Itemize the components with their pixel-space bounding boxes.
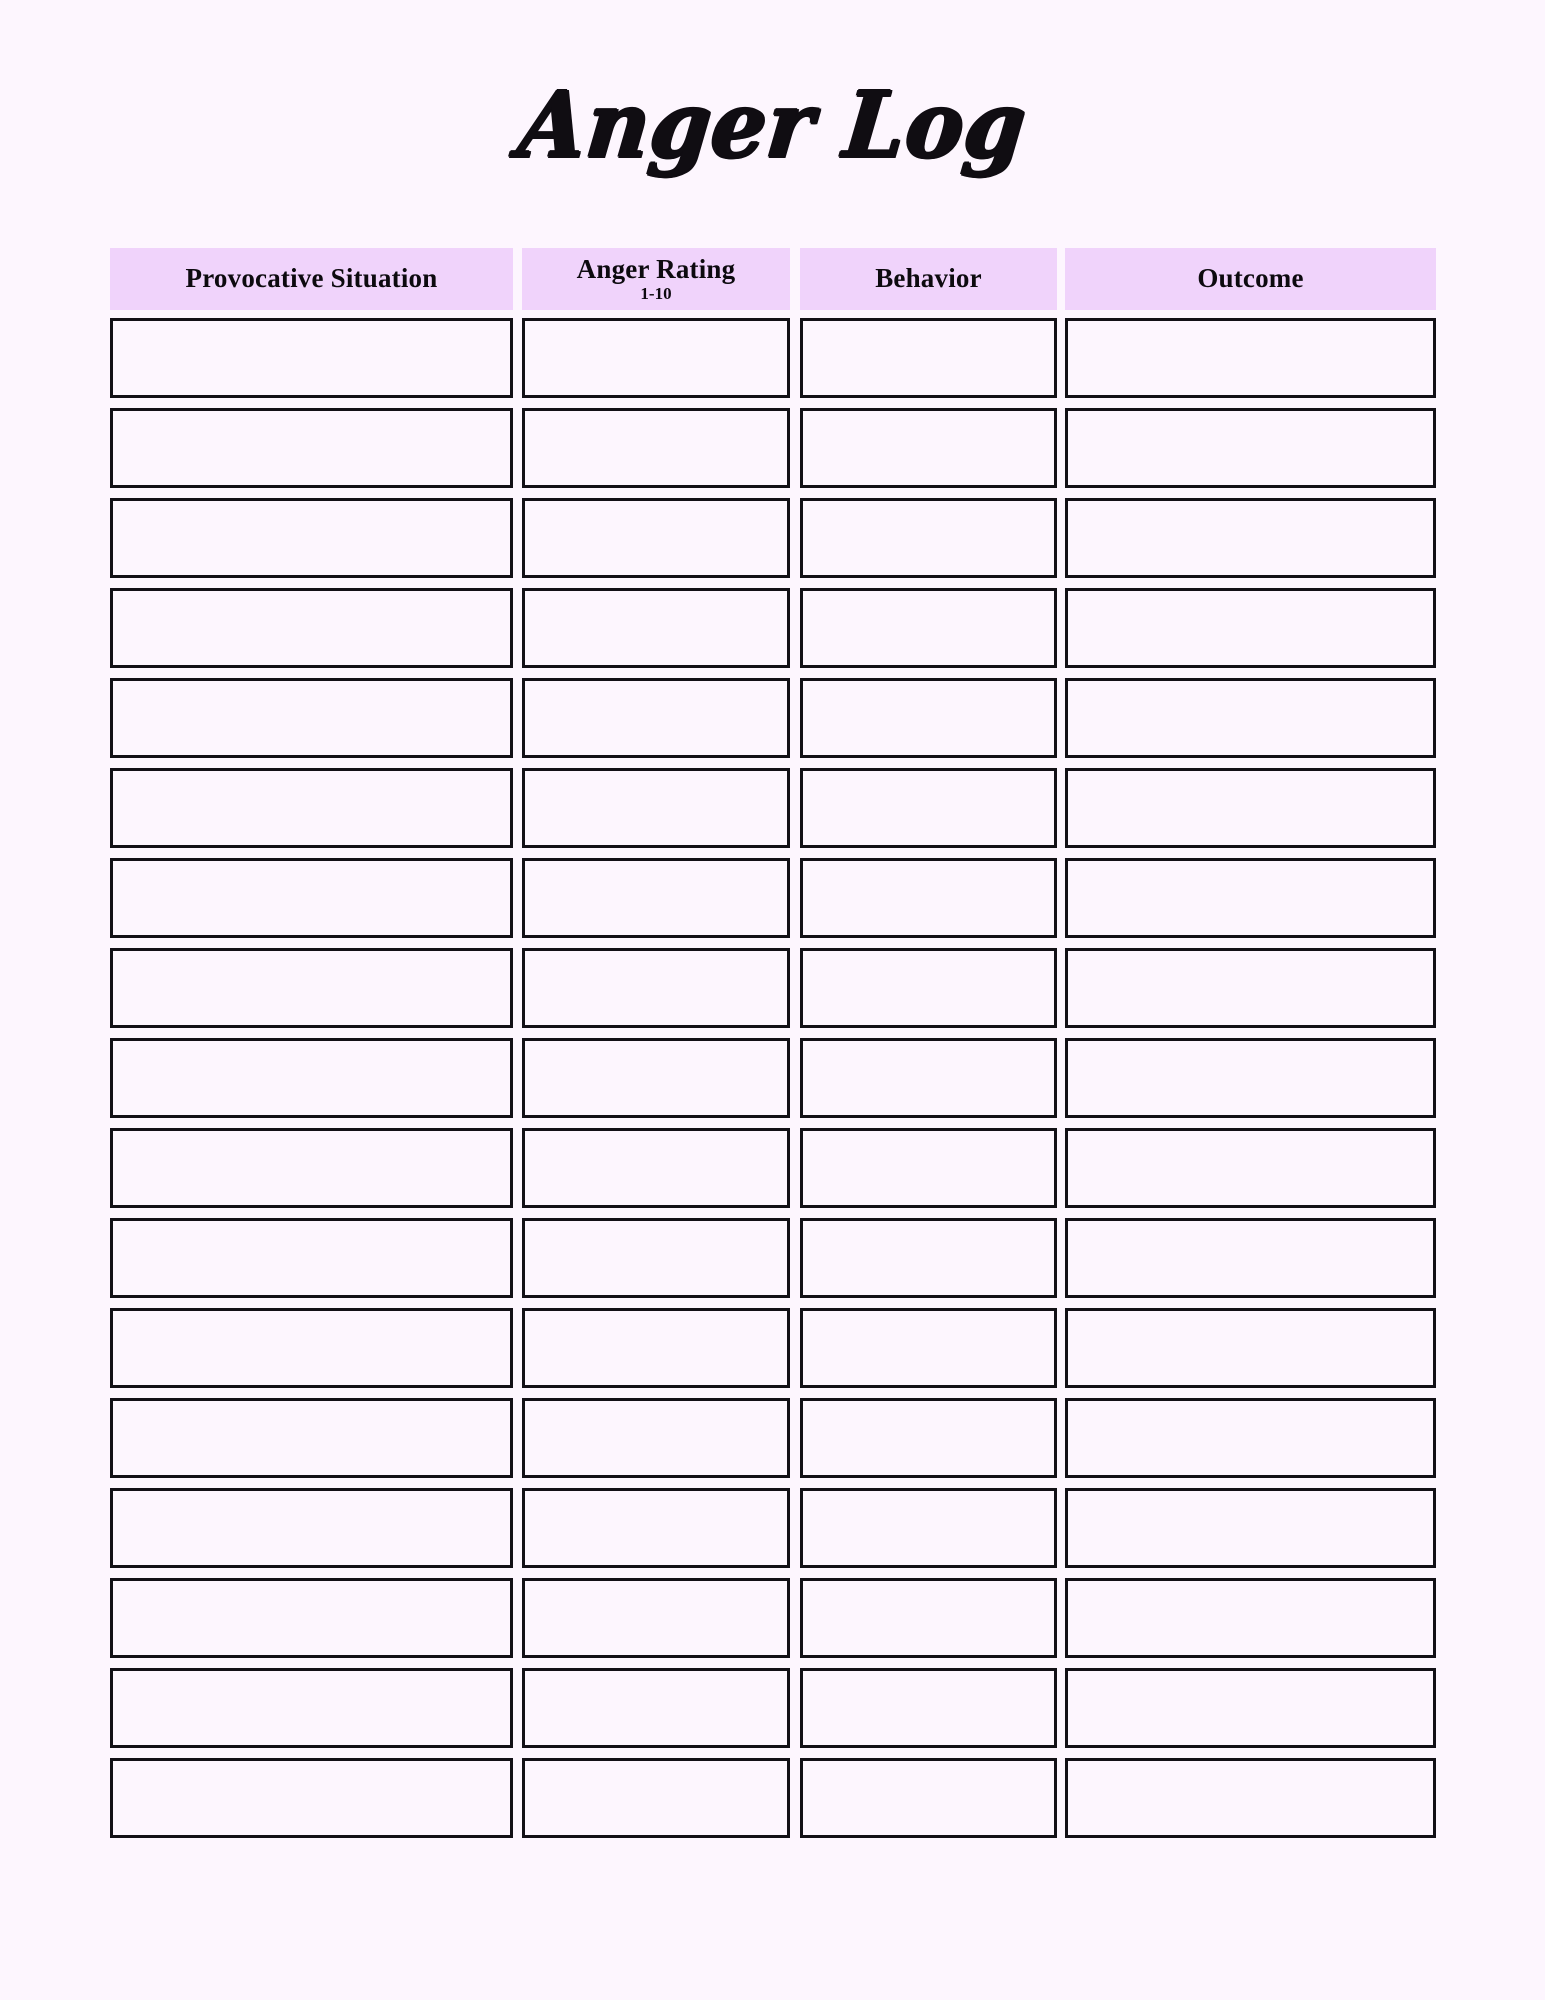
table-cell[interactable] [110,768,513,848]
table-cell[interactable] [522,1758,790,1838]
table-cell[interactable] [522,1128,790,1208]
table-cell[interactable] [800,1038,1057,1118]
table-row [110,588,1436,668]
table-cell[interactable] [1065,1308,1436,1388]
table-row [110,948,1436,1028]
table-cell[interactable] [1065,1128,1436,1208]
page-title-container [0,71,1545,180]
table-cell[interactable] [522,498,790,578]
table-cell[interactable] [1065,1668,1436,1748]
table-cell[interactable] [110,1128,513,1208]
table-row [110,1488,1436,1568]
table-row [110,408,1436,488]
table-row [110,858,1436,938]
table-cell[interactable] [1065,1038,1436,1118]
table-cell[interactable] [522,948,790,1028]
table-cell[interactable] [800,768,1057,848]
table-row [110,1758,1436,1838]
table-cell[interactable] [522,768,790,848]
table-cell[interactable] [1065,858,1436,938]
column-header-label: Provocative Situation [185,263,438,294]
table-cell[interactable] [110,588,513,668]
table-header-row [110,248,1436,310]
table-cell[interactable] [1065,588,1436,668]
column-header-label: Outcome [1197,263,1304,294]
table-row [110,678,1436,758]
table-row [110,1038,1436,1118]
table-cell[interactable] [1065,1398,1436,1478]
column-header-behavior [800,248,1057,310]
column-header-label: Behavior [875,263,982,294]
table-cell[interactable] [800,678,1057,758]
table-cell[interactable] [110,858,513,938]
table-row [110,768,1436,848]
table-cell[interactable] [110,408,513,488]
table-cell[interactable] [800,1488,1057,1568]
column-header-anger-rating [522,248,790,310]
table-cell[interactable] [800,858,1057,938]
table-cell[interactable] [800,1758,1057,1838]
table-row [110,1668,1436,1748]
column-header-provocative-situation [110,248,513,310]
table-cell[interactable] [110,1578,513,1658]
table-cell[interactable] [110,1668,513,1748]
table-row [110,1398,1436,1478]
column-header-outcome [1065,248,1436,310]
table-cell[interactable] [522,1398,790,1478]
table-cell[interactable] [522,1668,790,1748]
table-cell[interactable] [522,1578,790,1658]
table-cell[interactable] [1065,1578,1436,1658]
table-row [110,1128,1436,1208]
table-cell[interactable] [110,498,513,578]
table-cell[interactable] [522,858,790,938]
table-cell[interactable] [522,318,790,398]
table-cell[interactable] [522,588,790,668]
table-body [110,318,1436,1838]
table-cell[interactable] [800,318,1057,398]
table-cell[interactable] [800,498,1057,578]
table-cell[interactable] [800,1398,1057,1478]
column-header-label: Anger Rating [576,253,736,284]
table-cell[interactable] [1065,948,1436,1028]
table-cell[interactable] [522,1038,790,1118]
table-cell[interactable] [522,408,790,488]
table-cell[interactable] [800,1128,1057,1208]
table-row [110,1308,1436,1388]
anger-log-table [110,248,1436,1848]
table-row [110,1218,1436,1298]
table-row [110,1578,1436,1658]
table-cell[interactable] [110,318,513,398]
page-title: Anger Log [513,71,1032,180]
table-row [110,318,1436,398]
table-cell[interactable] [800,588,1057,668]
table-cell[interactable] [110,1398,513,1478]
table-cell[interactable] [1065,318,1436,398]
table-cell[interactable] [1065,1218,1436,1298]
table-cell[interactable] [522,1218,790,1298]
table-row [110,498,1436,578]
table-cell[interactable] [110,678,513,758]
table-cell[interactable] [522,1488,790,1568]
table-cell[interactable] [110,1308,513,1388]
table-cell[interactable] [522,1308,790,1388]
table-cell[interactable] [522,678,790,758]
table-cell[interactable] [110,1758,513,1838]
table-cell[interactable] [800,948,1057,1028]
table-cell[interactable] [110,1488,513,1568]
table-cell[interactable] [800,1218,1057,1298]
table-cell[interactable] [110,1218,513,1298]
table-cell[interactable] [800,1578,1057,1658]
table-cell[interactable] [1065,678,1436,758]
table-cell[interactable] [1065,1758,1436,1838]
table-cell[interactable] [1065,1488,1436,1568]
table-cell[interactable] [800,1308,1057,1388]
table-cell[interactable] [800,408,1057,488]
table-cell[interactable] [1065,408,1436,488]
column-header-sublabel: 1-10 [640,283,672,303]
table-cell[interactable] [110,1038,513,1118]
table-cell[interactable] [1065,498,1436,578]
table-cell[interactable] [800,1668,1057,1748]
table-cell[interactable] [110,948,513,1028]
table-cell[interactable] [1065,768,1436,848]
